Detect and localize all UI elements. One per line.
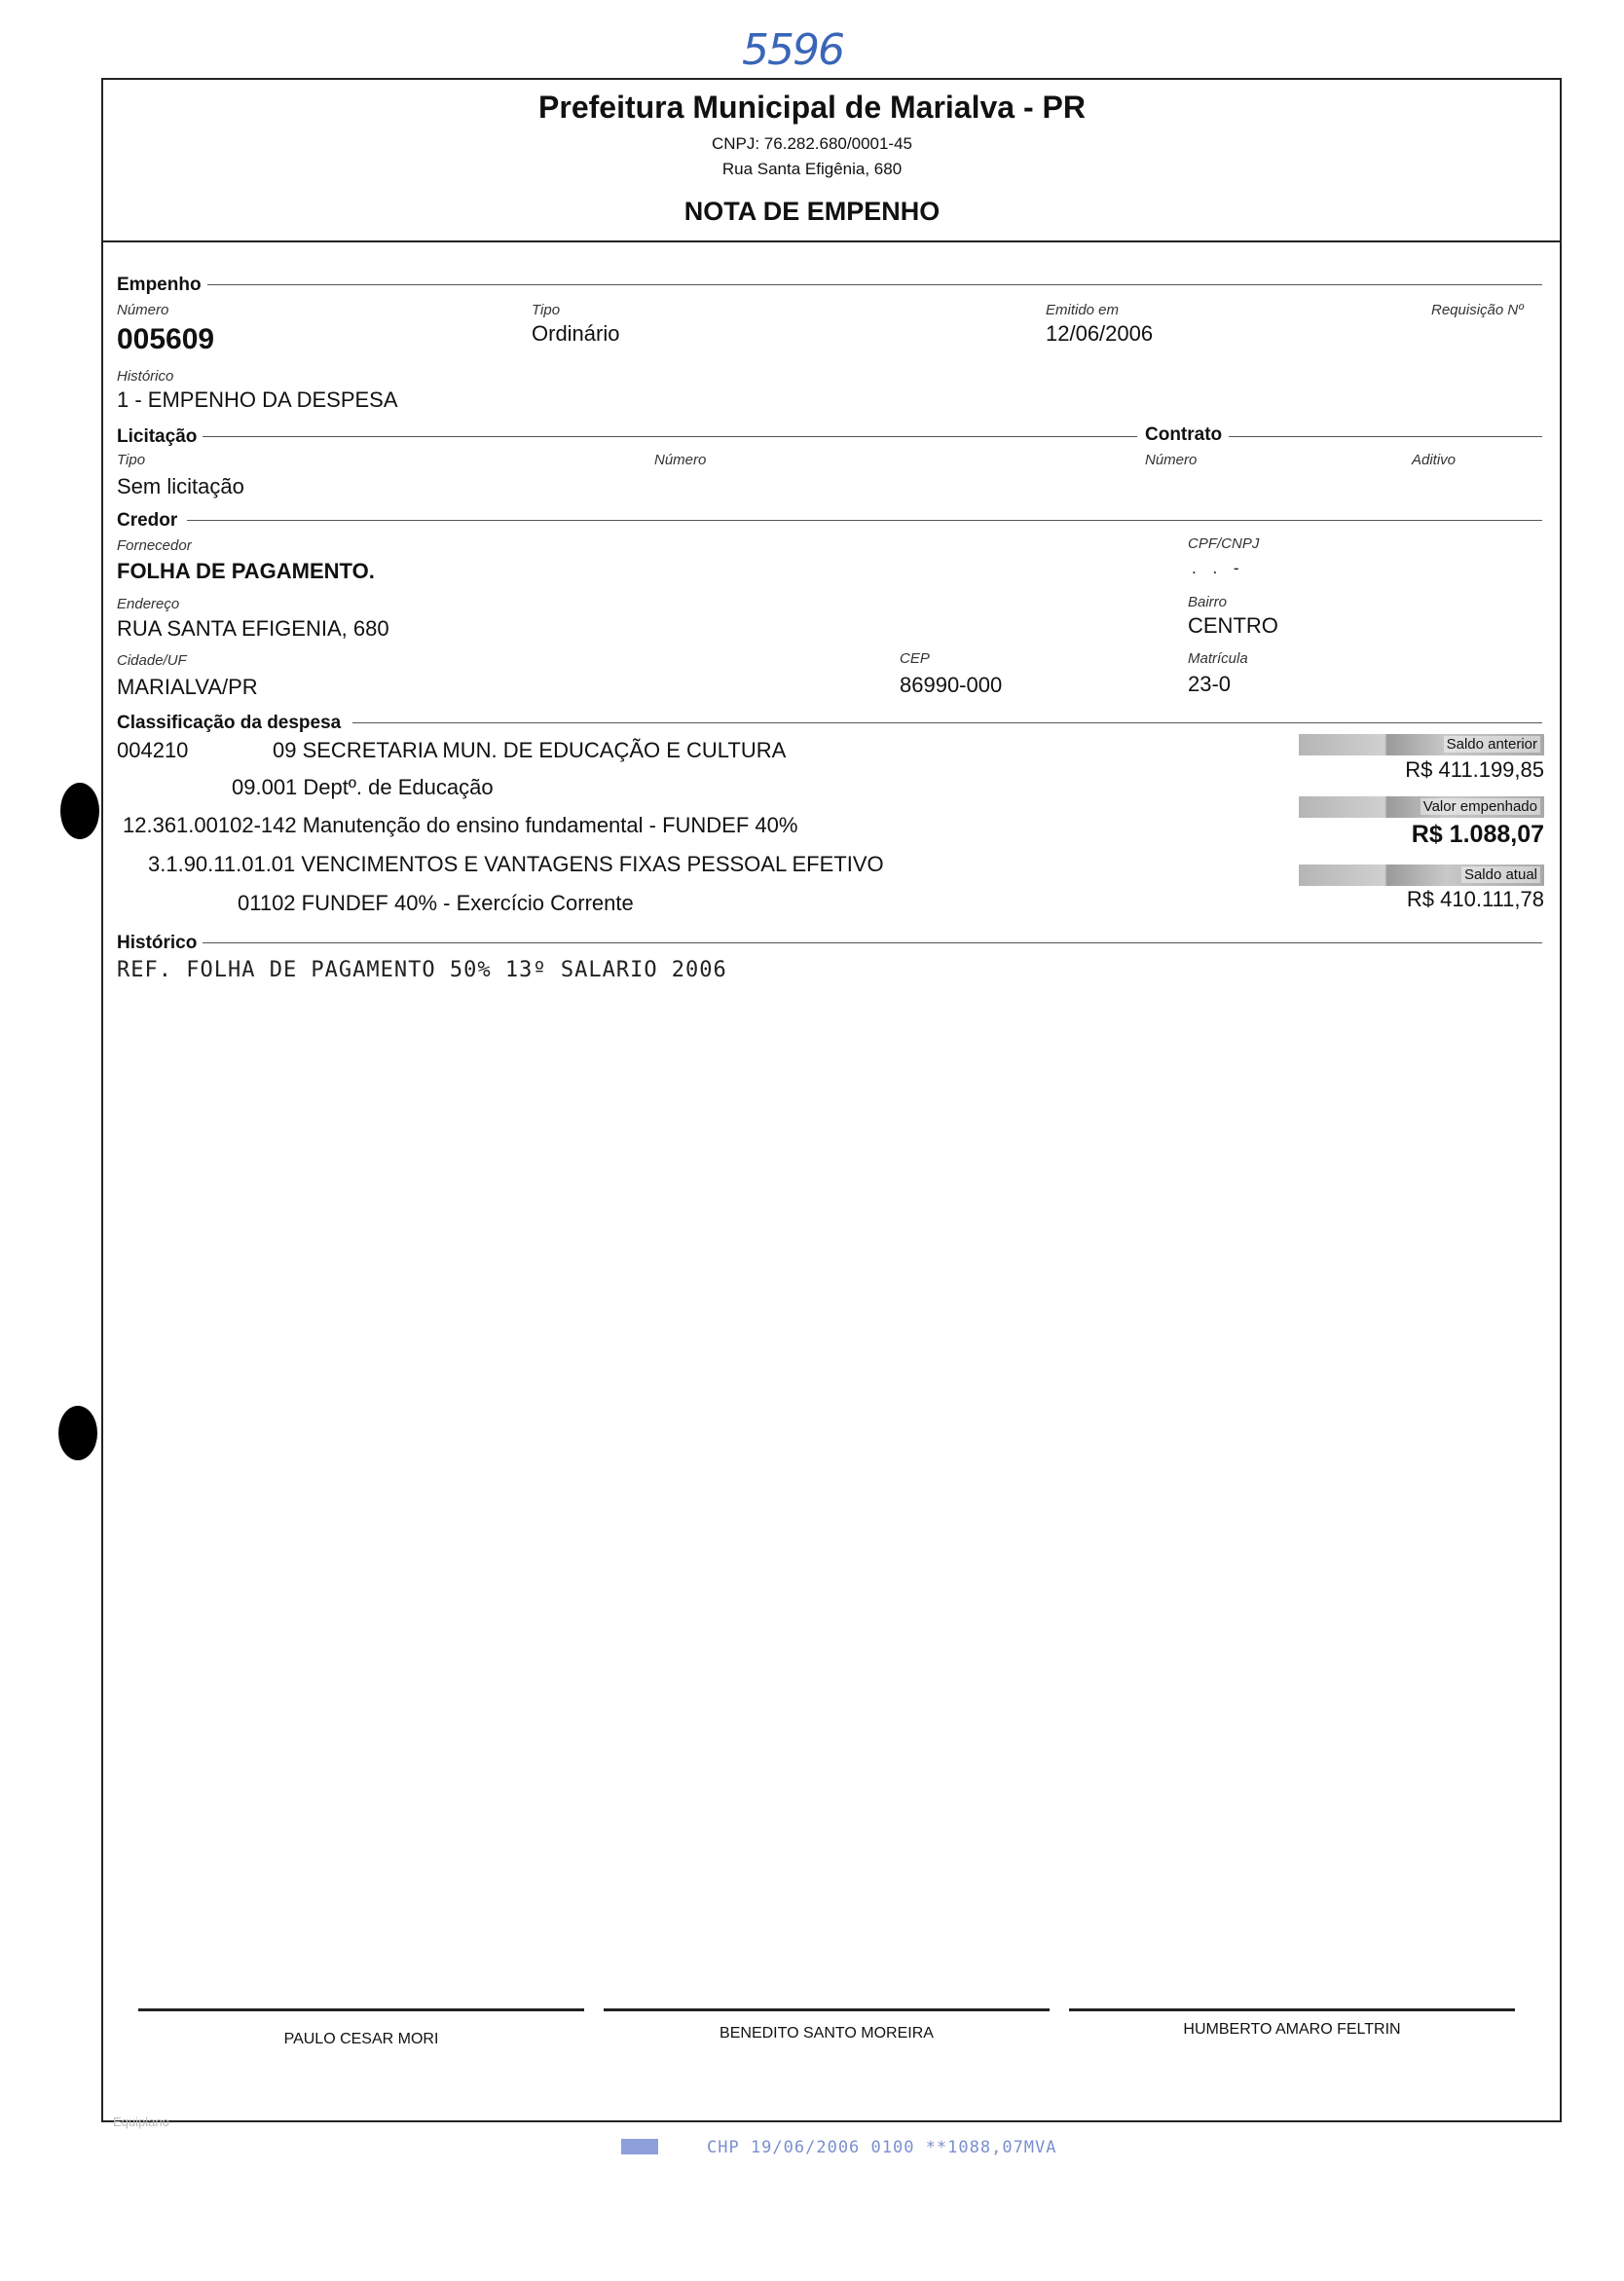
signature-line-1 (138, 2008, 584, 2011)
empenho-tipo: Ordinário (532, 321, 620, 346)
emitido-label: Emitido em (1046, 302, 1120, 318)
signature-name-2: BENEDITO SANTO MOREIRA (720, 2025, 934, 2042)
tipo-label: Tipo (532, 302, 561, 318)
requisicao-label: Requisição Nº (1431, 302, 1524, 318)
classificacao-departamento: 09.001 Deptº. de Educação (232, 775, 494, 799)
classificacao-rule (352, 722, 1542, 723)
valor-empenhado-label: Valor empenhado (1421, 798, 1540, 815)
historico-label: Histórico (117, 368, 174, 385)
document-title: NOTA DE EMPENHO (683, 197, 941, 226)
cidade-label: Cidade/UF (117, 652, 187, 669)
fornecedor-label: Fornecedor (117, 537, 192, 554)
punch-hole-bottom (58, 1406, 97, 1460)
saldo-atual-value: R$ 410.111,78 (1406, 887, 1544, 911)
cpf-cnpj-value: . . - (1192, 559, 1245, 577)
empenho-rule (195, 284, 1542, 285)
handwritten-page-number: 5596 (742, 25, 843, 75)
classificacao-section-title: Classificação da despesa (117, 713, 347, 734)
empenho-section-title: Empenho (117, 275, 207, 296)
signature-line-3 (1069, 2008, 1515, 2011)
bank-authentication-stamp: CHP 19/06/2006 0100 **1088,07MVA (707, 2138, 1057, 2157)
address: Rua Santa Efigênia, 680 (721, 160, 903, 178)
numero-label: Número (117, 302, 169, 318)
contrato-numero-label: Número (1145, 452, 1198, 468)
licitacao-numero-label: Número (654, 452, 707, 468)
historico-section-title: Histórico (117, 933, 203, 954)
credor-section-title: Credor (117, 510, 183, 532)
classificacao-secretaria: 09 SECRETARIA MUN. DE EDUCAÇÃO E CULTURA (273, 738, 787, 762)
historico-text: REF. FOLHA DE PAGAMENTO 50% 13º SALARIO 2006 (117, 958, 727, 982)
matricula-label: Matrícula (1188, 650, 1248, 667)
cnpj: CNPJ: 76.282.680/0001-45 (711, 134, 913, 153)
fornecedor-name: FOLHA DE PAGAMENTO. (117, 559, 375, 583)
licitacao-section-title: Licitação (117, 426, 203, 448)
saldo-anterior-value: R$ 411.199,85 (1405, 757, 1544, 782)
licitacao-rule (203, 436, 1137, 437)
municipality-title: Prefeitura Municipal de Marialva - PR (538, 90, 1086, 125)
cep-label: CEP (900, 650, 930, 667)
classificacao-elemento: 3.1.90.11.01.01 VENCIMENTOS E VANTAGENS FIXAS PESSOAL EFETIVO (148, 852, 884, 876)
classificacao-fonte: 01102 FUNDEF 40% - Exercício Corrente (238, 891, 634, 915)
saldo-atual-label: Saldo atual (1461, 866, 1540, 883)
classificacao-programa: 12.361.00102-142 Manutenção do ensino fundamental - FUNDEF 40% (123, 813, 798, 837)
header-separator (101, 240, 1560, 242)
saldo-anterior-box (1299, 734, 1544, 755)
endereco-label: Endereço (117, 596, 180, 612)
punch-hole-top (60, 783, 99, 839)
signature-line-2 (604, 2008, 1050, 2011)
emitido-date: 12/06/2006 (1046, 321, 1154, 346)
signature-name-3: HUMBERTO AMARO FELTRIN (1183, 2021, 1401, 2038)
saldo-anterior-label: Saldo anterior (1444, 736, 1540, 753)
saldo-atual-box (1299, 865, 1544, 886)
bairro-value: CENTRO (1188, 613, 1278, 638)
contrato-rule (1229, 436, 1542, 437)
empenho-historico: 1 - EMPENHO DA DESPESA (117, 387, 398, 412)
licitacao-tipo-label: Tipo (117, 452, 146, 468)
document-frame (101, 78, 1562, 2122)
bairro-label: Bairro (1188, 594, 1228, 610)
credor-rule (187, 520, 1542, 521)
cep-value: 86990-000 (900, 673, 1003, 697)
contrato-aditivo-label: Aditivo (1412, 452, 1457, 468)
stamp-block-icon (621, 2139, 658, 2154)
signature-name-1: PAULO CESAR MORI (283, 2031, 439, 2047)
endereco-value: RUA SANTA EFIGENIA, 680 (117, 616, 389, 641)
cpf-cnpj-label: CPF/CNPJ (1188, 535, 1260, 552)
licitacao-tipo: Sem licitação (117, 474, 244, 498)
cidade-value: MARIALVA/PR (117, 675, 258, 699)
matricula-value: 23-0 (1188, 672, 1232, 696)
classificacao-code: 004210 (117, 738, 189, 762)
software-watermark: Equiplano (113, 2115, 169, 2129)
empenho-numero: 005609 (117, 323, 215, 355)
historico-rule (201, 942, 1542, 943)
valor-empenhado-value: R$ 1.088,07 (1411, 821, 1544, 848)
valor-empenhado-box (1299, 796, 1544, 818)
contrato-section-title: Contrato (1145, 424, 1228, 446)
